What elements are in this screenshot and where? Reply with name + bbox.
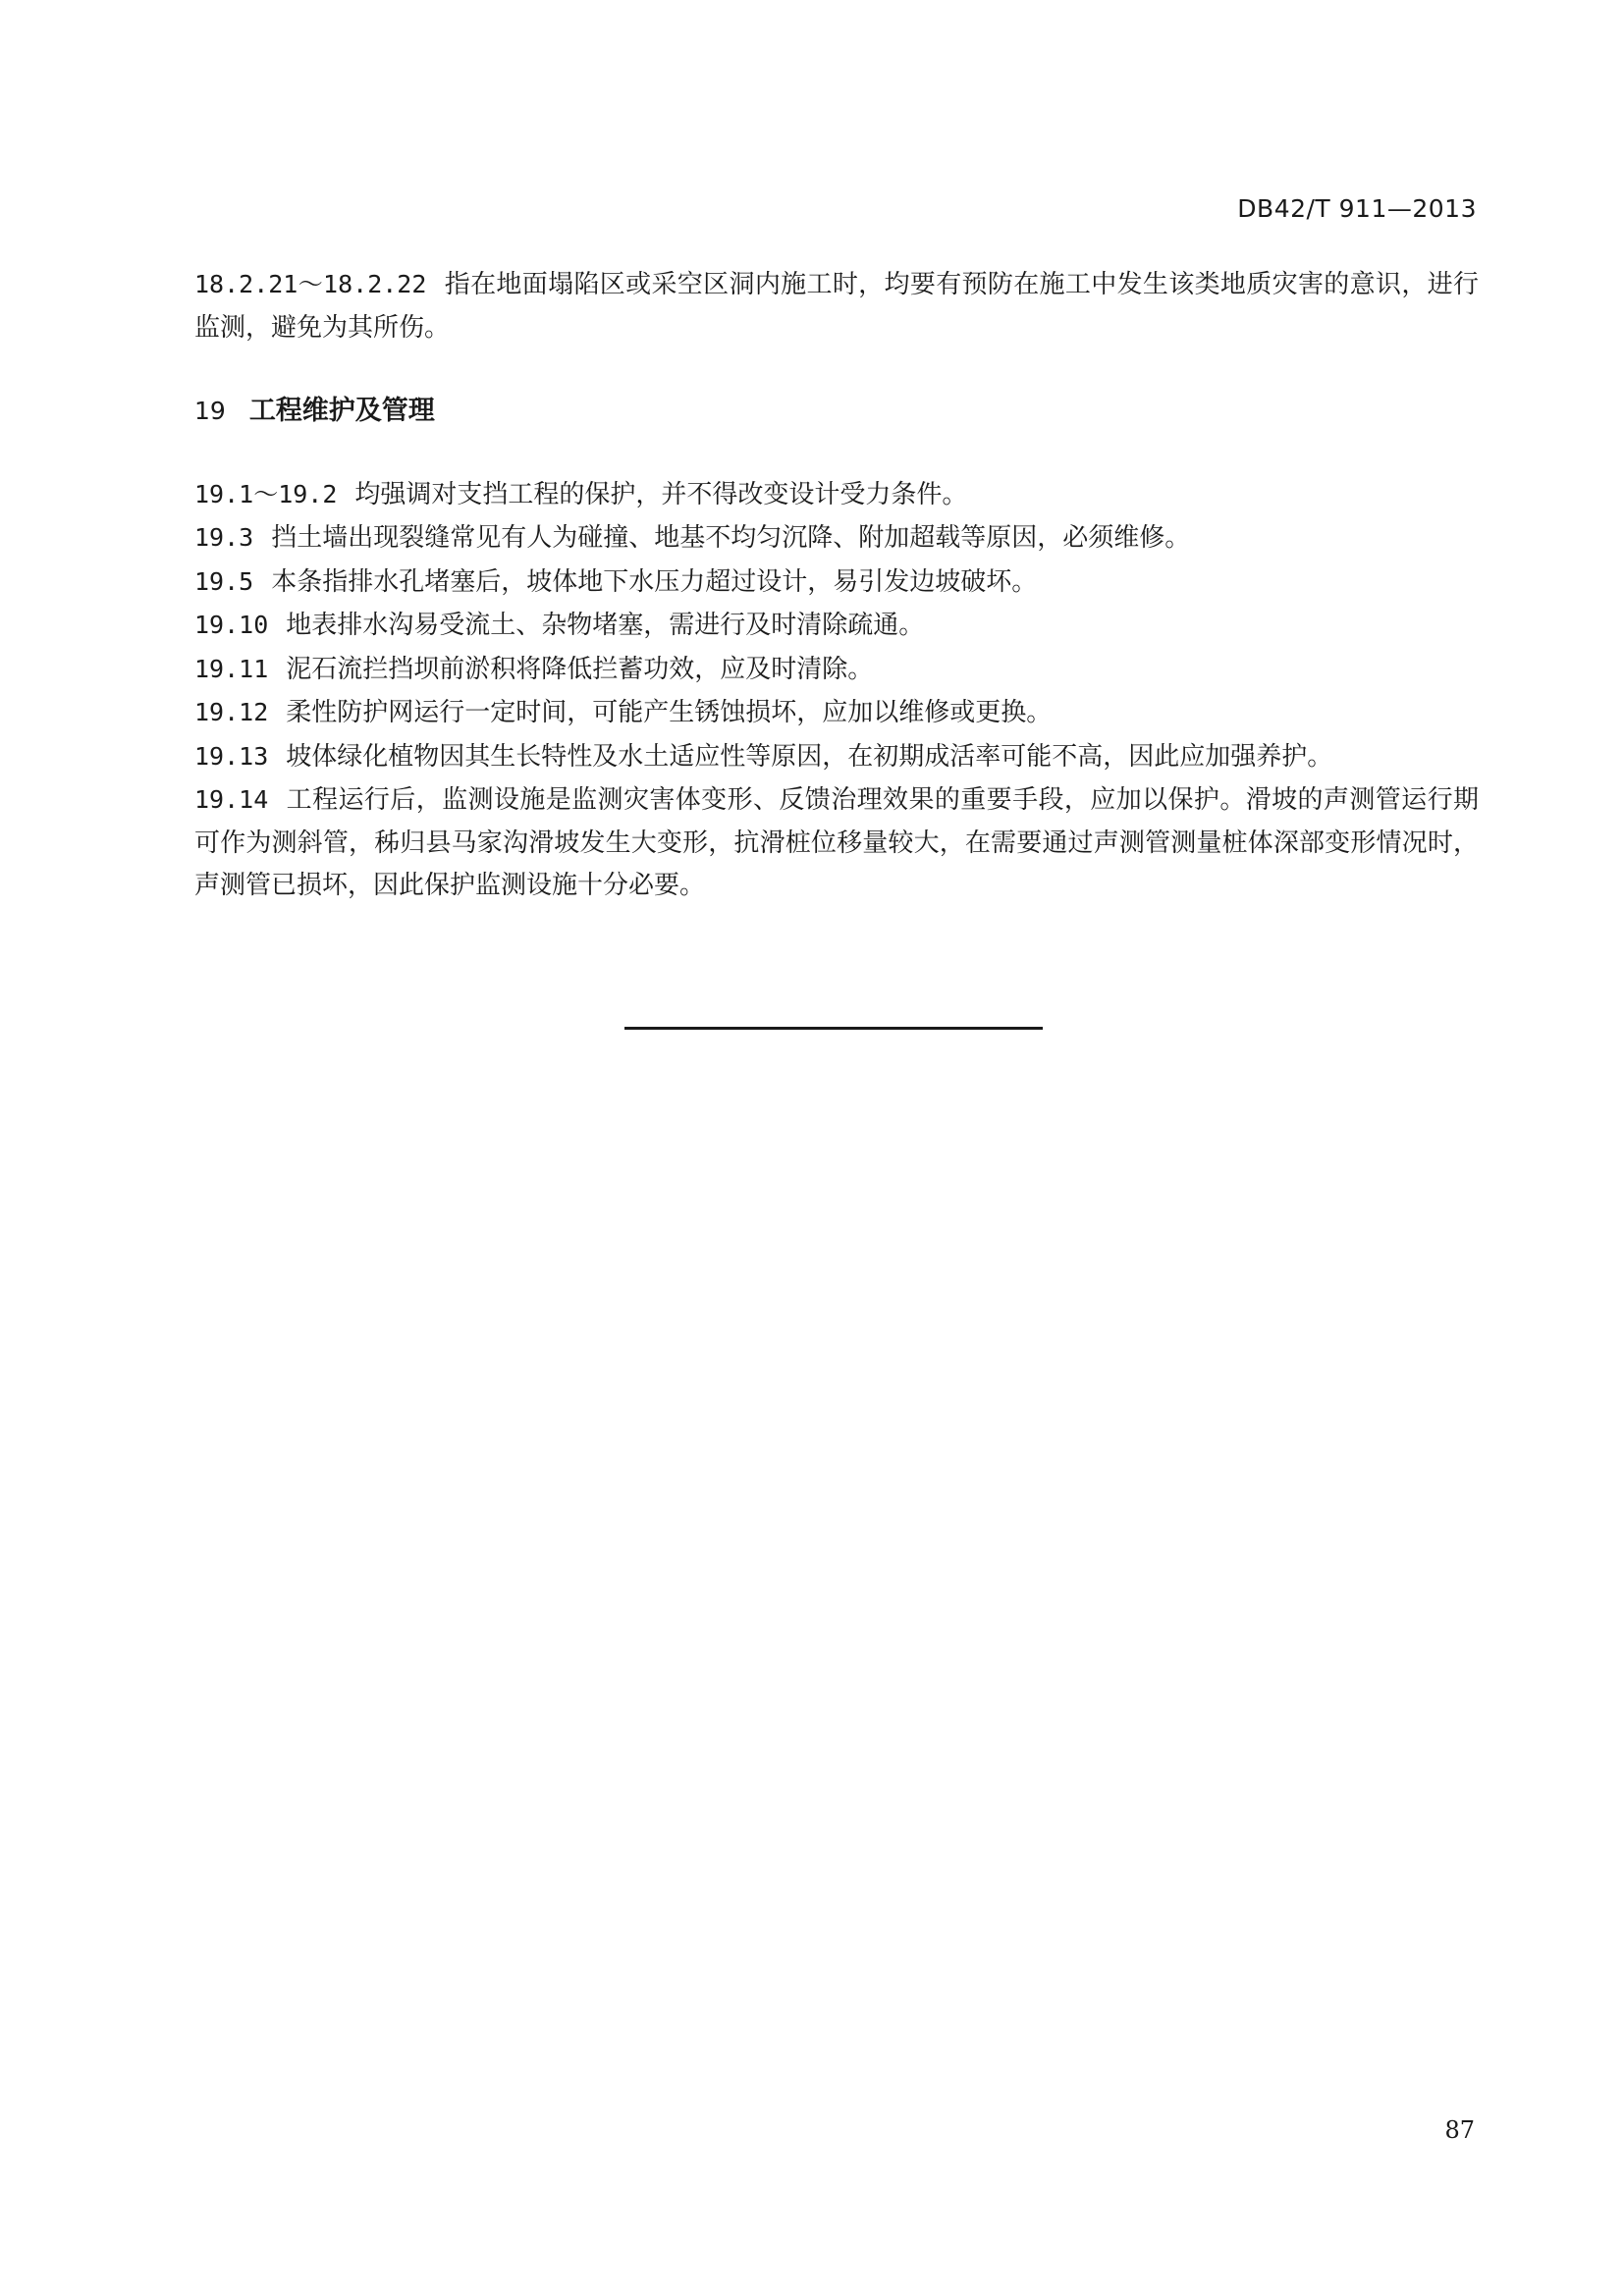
clause-number: 19.3	[194, 523, 254, 552]
clause-number: 19.14	[194, 785, 269, 814]
clause-19-14	[194, 778, 1479, 908]
clause-number: 19.13	[194, 741, 269, 771]
clause-19-3	[194, 516, 1479, 561]
clause-18-2-21	[194, 263, 1479, 349]
clause-number: 19.11	[194, 654, 269, 683]
clause-19-1	[194, 473, 1479, 517]
page-number: 87	[1444, 2116, 1475, 2144]
clause-19-13	[194, 735, 1479, 779]
clause-text: 柔性防护网运行一定时间，可能产生锈蚀损坏，应加以维修或更换。	[286, 698, 1053, 727]
clause-text: 本条指排水孔堵塞后，坡体地下水压力超过设计，易引发边坡破坏。	[271, 566, 1038, 597]
document-body	[194, 263, 1479, 908]
clause-text: 挡土墙出现裂缝常见有人为碰撞、地基不均匀沉降、附加超载等原因，必须维修。	[271, 523, 1191, 553]
clause-number: 19.12	[194, 698, 269, 726]
clause-text: 坡体绿化植物因其生长特性及水土适应性等原因，在初期成活率可能不高，因此应加强养护。	[286, 741, 1333, 772]
clause-19-12	[194, 691, 1479, 735]
document-code: DB42/T 911—2013	[1237, 194, 1477, 223]
section-heading	[194, 390, 1479, 433]
clause-text: 均强调对支挡工程的保护，并不得改变设计受力条件。	[354, 479, 968, 509]
end-divider-line	[624, 1027, 1043, 1030]
clause-19-10	[194, 604, 1479, 648]
clause-number: 18.2.21～18.2.22	[194, 270, 427, 298]
clause-number: 19.5	[194, 566, 254, 596]
clause-number: 19.10	[194, 611, 269, 639]
clause-19-11	[194, 648, 1479, 692]
clause-19-5	[194, 561, 1479, 605]
clause-text: 工程运行后，监测设施是监测灾害体变形、反馈治理效果的重要手段，应加以保护。滑坡的声测管运行期可作为测斜管，秭归县马家沟滑坡发生大变形，抗滑桩位移量较大，在需要通过声测管测量桩体深部变形情况时，声测管已损坏，因此保护监测设施十分必要。	[194, 785, 1479, 900]
clause-text: 指在地面塌陷区或采空区洞内施工时，均要有预防在施工中发生该类地质灾害的意识，进行监测，避免为其所伤。	[194, 270, 1479, 343]
section-number: 19	[194, 397, 226, 425]
clause-text: 地表排水沟易受流土、杂物堵塞，需进行及时清除疏通。	[286, 611, 925, 640]
clause-text: 泥石流拦挡坝前淤积将降低拦蓄功效，应及时清除。	[286, 654, 874, 684]
section-title: 工程维护及管理	[248, 396, 435, 426]
clause-number: 19.1～19.2	[194, 479, 338, 508]
